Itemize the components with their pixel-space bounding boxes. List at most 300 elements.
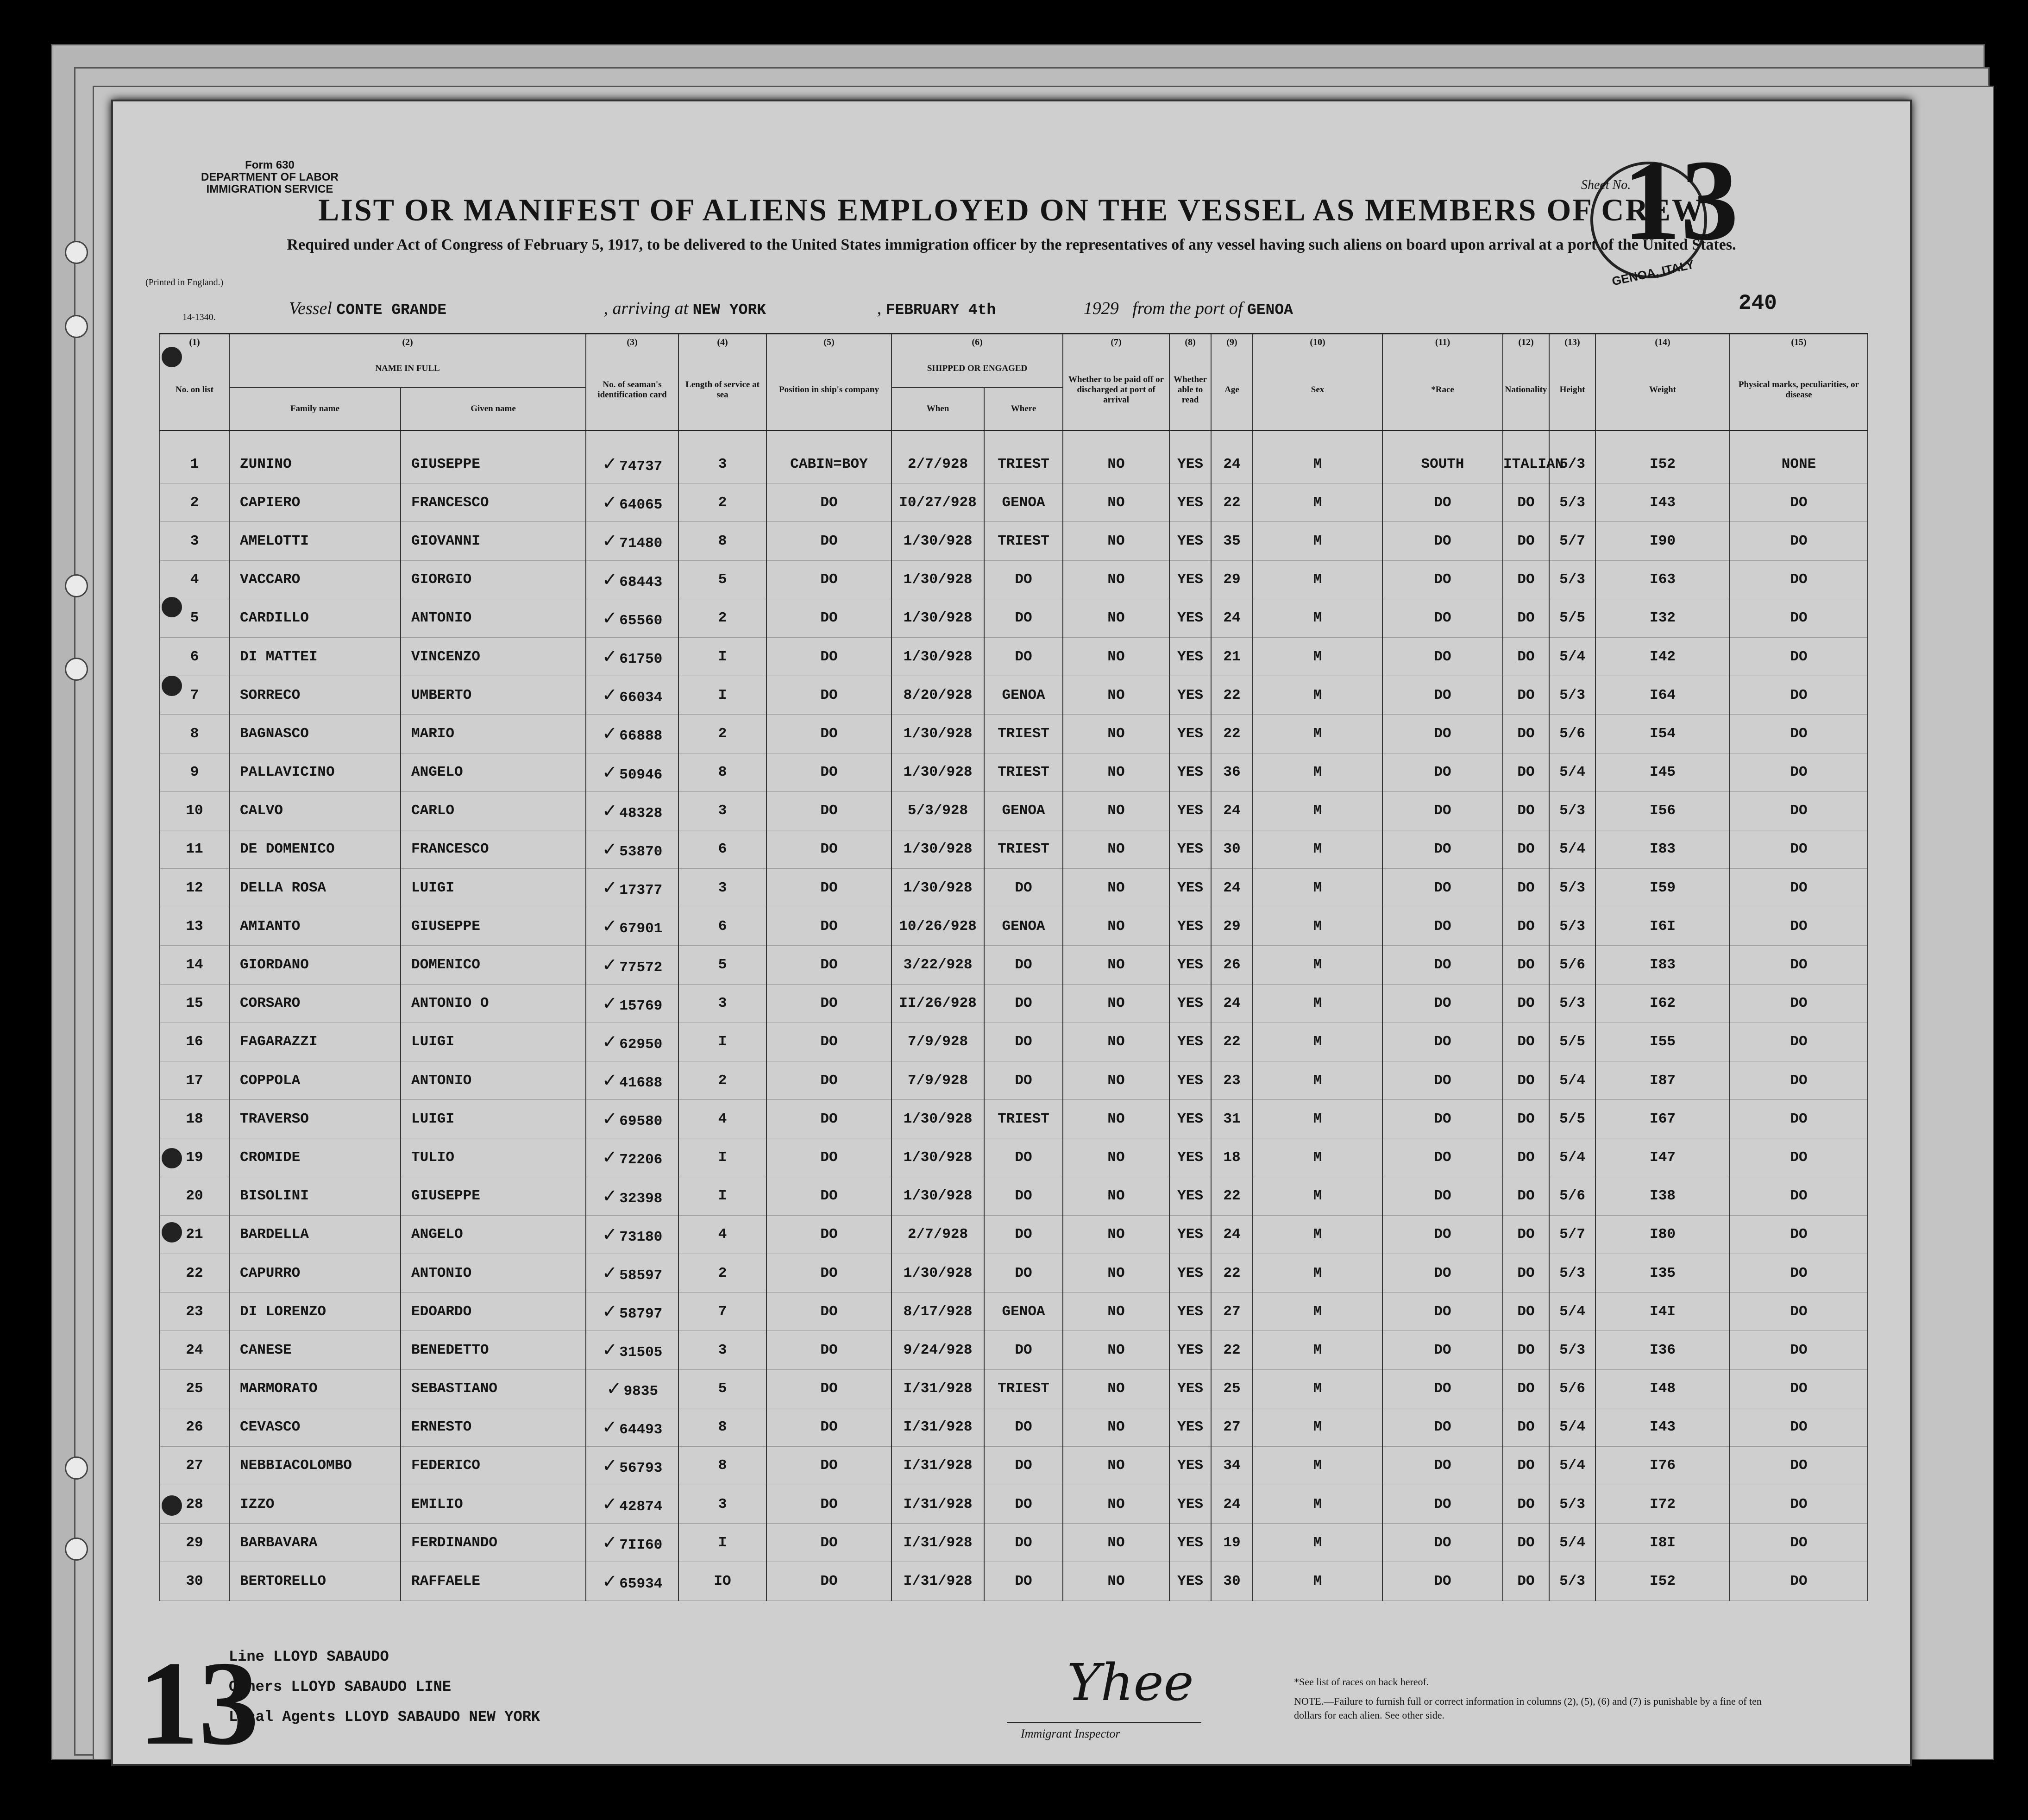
position: DO (766, 946, 892, 984)
card-number-value: 74737 (619, 458, 663, 475)
height: 5/3 (1549, 907, 1595, 946)
able-to-read: YES (1169, 431, 1211, 483)
age: 29 (1211, 907, 1253, 946)
position: DO (766, 1562, 892, 1600)
card-number (586, 984, 678, 1023)
sex: M (1253, 1138, 1382, 1177)
position: DO (766, 483, 892, 522)
paid-off: NO (1063, 1061, 1169, 1100)
header-family-name: Family name (229, 388, 401, 431)
physical-marks: DO (1730, 1177, 1868, 1215)
physical-marks: DO (1730, 1369, 1868, 1408)
given-name: RAFFAELE (401, 1562, 586, 1600)
position: DO (766, 1369, 892, 1408)
row-number: 7 (160, 676, 229, 715)
weight: I87 (1595, 1061, 1730, 1100)
weight: I45 (1595, 753, 1730, 791)
able-to-read: YES (1169, 1369, 1211, 1408)
card-number-value: 15769 (619, 998, 663, 1014)
shipped-when: 2/7/928 (892, 431, 984, 483)
sex: M (1253, 1023, 1382, 1061)
card-number-value: 32398 (619, 1190, 663, 1207)
age: 22 (1211, 483, 1253, 522)
service-length: I (678, 1023, 766, 1061)
manifest-page (111, 100, 1912, 1770)
family-name: CANESE (229, 1331, 401, 1369)
paid-off: NO (1063, 560, 1169, 599)
service-length: 3 (678, 1485, 766, 1524)
checkmark-icon: ✓ (602, 530, 618, 552)
nationality: DO (1503, 676, 1549, 715)
table-row (160, 1100, 1868, 1138)
weight: I83 (1595, 946, 1730, 984)
service-length: 5 (678, 1369, 766, 1408)
weight: I6I (1595, 907, 1730, 946)
weight: I72 (1595, 1485, 1730, 1524)
card-number (586, 1023, 678, 1061)
row-number: 29 (160, 1524, 229, 1562)
paid-off: NO (1063, 1485, 1169, 1524)
shipped-when: 9/24/928 (892, 1331, 984, 1369)
checkmark-icon: ✓ (602, 646, 618, 668)
sex: M (1253, 1446, 1382, 1485)
card-number (586, 830, 678, 868)
weight: I54 (1595, 715, 1730, 753)
col-num: (4) (678, 334, 766, 351)
race: DO (1382, 483, 1503, 522)
family-name: BARDELLA (229, 1215, 401, 1254)
header-weight: Weight (1595, 350, 1730, 431)
height: 5/3 (1549, 869, 1595, 907)
year-prefix: 19 (1083, 299, 1101, 318)
able-to-read: YES (1169, 1061, 1211, 1100)
height: 5/6 (1549, 1369, 1595, 1408)
height: 5/3 (1549, 1562, 1595, 1600)
header-marks: Physical marks, peculiarities, or disease (1730, 350, 1868, 431)
header-paid-off: Whether to be paid off or discharged at port of arrival (1063, 350, 1169, 431)
checkmark-icon: ✓ (602, 954, 618, 976)
paid-off: NO (1063, 907, 1169, 946)
card-number-value: 66034 (619, 690, 663, 706)
checkmark-icon: ✓ (602, 1532, 618, 1554)
race: DO (1382, 1100, 1503, 1138)
row-number: 19 (160, 1138, 229, 1177)
row-number: 24 (160, 1331, 229, 1369)
shipped-when: 1/30/928 (892, 753, 984, 791)
binder-hole (65, 315, 88, 338)
weight: I32 (1595, 599, 1730, 637)
height: 5/5 (1549, 1100, 1595, 1138)
row-number: 8 (160, 715, 229, 753)
nationality: ITALIAN (1503, 431, 1549, 483)
checkmark-icon: ✓ (602, 877, 618, 899)
shipped-when: I0/27/928 (892, 483, 984, 522)
given-name: LUIGI (401, 869, 586, 907)
arriving-label: , arriving at (603, 299, 689, 318)
physical-marks: DO (1730, 1446, 1868, 1485)
shipped-where: TRIEST (984, 1100, 1063, 1138)
age: 21 (1211, 637, 1253, 676)
sex: M (1253, 907, 1382, 946)
weight: I83 (1595, 830, 1730, 868)
checkmark-icon: ✓ (602, 684, 618, 706)
age: 35 (1211, 522, 1253, 560)
vessel-name: CONTE GRANDE (336, 301, 447, 319)
row-number: 6 (160, 637, 229, 676)
family-name: CROMIDE (229, 1138, 401, 1177)
shipped-where: TRIEST (984, 522, 1063, 560)
header-length: Length of service at sea (678, 350, 766, 431)
race: DO (1382, 1023, 1503, 1061)
able-to-read: YES (1169, 1138, 1211, 1177)
sex: M (1253, 1408, 1382, 1446)
able-to-read: YES (1169, 1293, 1211, 1331)
arrival-date: FEBRUARY 4th (885, 301, 996, 319)
race: DO (1382, 715, 1503, 753)
able-to-read: YES (1169, 907, 1211, 946)
card-number-value: 72206 (619, 1152, 663, 1168)
sex: M (1253, 1562, 1382, 1600)
card-number (586, 1369, 678, 1408)
checkmark-icon: ✓ (602, 1185, 618, 1207)
nationality: DO (1503, 984, 1549, 1023)
shipped-where: DO (984, 869, 1063, 907)
header-height: Height (1549, 350, 1595, 431)
able-to-read: YES (1169, 791, 1211, 830)
card-number (586, 1446, 678, 1485)
height: 5/5 (1549, 599, 1595, 637)
page-subtitle: Required under Act of Congress of February 5, 1917, to be delivered to the United States immigration officer by the representatives of any vessel having such aliens on board upon arrival at a port of the United States. (287, 236, 1736, 253)
physical-marks: DO (1730, 599, 1868, 637)
paid-off: NO (1063, 1369, 1169, 1408)
age: 22 (1211, 1254, 1253, 1292)
family-name: ZUNINO (229, 431, 401, 483)
physical-marks: DO (1730, 830, 1868, 868)
physical-marks: DO (1730, 791, 1868, 830)
table-row (160, 599, 1868, 637)
nationality: DO (1503, 830, 1549, 868)
position: DO (766, 1408, 892, 1446)
header-when: When (892, 388, 984, 431)
service-length: 5 (678, 560, 766, 599)
sex: M (1253, 753, 1382, 791)
sex: M (1253, 1215, 1382, 1254)
nationality: DO (1503, 1177, 1549, 1215)
given-name: EDOARDO (401, 1293, 586, 1331)
checkmark-icon: ✓ (602, 1416, 618, 1438)
agency-name: DEPARTMENT OF LABOR (201, 171, 339, 183)
table-row (160, 483, 1868, 522)
shipped-where: DO (984, 599, 1063, 637)
checkmark-icon: ✓ (602, 1262, 618, 1284)
family-name: AMELOTTI (229, 522, 401, 560)
binder-hole (65, 658, 88, 681)
given-name: FEDERICO (401, 1446, 586, 1485)
shipped-when: 1/30/928 (892, 1177, 984, 1215)
card-number (586, 1254, 678, 1292)
col-num: (14) (1595, 334, 1730, 351)
card-number-value: 50946 (619, 766, 663, 783)
height: 5/4 (1549, 1138, 1595, 1177)
given-name: SEBASTIANO (401, 1369, 586, 1408)
shipped-where: DO (984, 1524, 1063, 1562)
card-number (586, 1100, 678, 1138)
checkmark-icon: ✓ (606, 1378, 622, 1400)
sex: M (1253, 1331, 1382, 1369)
shipped-when: 3/22/928 (892, 946, 984, 984)
given-name: TULIO (401, 1138, 586, 1177)
physical-marks: NONE (1730, 431, 1868, 483)
row-number: 14 (160, 946, 229, 984)
able-to-read: YES (1169, 1215, 1211, 1254)
physical-marks: DO (1730, 984, 1868, 1023)
paid-off: NO (1063, 1100, 1169, 1138)
family-name: CAPIERO (229, 483, 401, 522)
shipped-where: TRIEST (984, 431, 1063, 483)
given-name: EMILIO (401, 1485, 586, 1524)
table-row (160, 753, 1868, 791)
card-number (586, 1562, 678, 1600)
sex: M (1253, 1485, 1382, 1524)
physical-marks: DO (1730, 1061, 1868, 1100)
table-row (160, 984, 1868, 1023)
position: DO (766, 1023, 892, 1061)
header-age: Age (1211, 350, 1253, 431)
table-row (160, 1254, 1868, 1292)
race: DO (1382, 1485, 1503, 1524)
penalty-note: NOTE.—Failure to furnish full or correct information in columns (2), (5), (6) and (7) is punishable by a fine of ten dollars for each alien. See other side. (1294, 1695, 1762, 1721)
physical-marks: DO (1730, 1100, 1868, 1138)
nationality: DO (1503, 483, 1549, 522)
race: DO (1382, 1408, 1503, 1446)
checkmark-icon: ✓ (602, 1339, 618, 1361)
card-number (586, 637, 678, 676)
checkmark-icon: ✓ (602, 723, 618, 745)
service-length: 2 (678, 1061, 766, 1100)
series-code: 14-1340. (182, 312, 216, 322)
able-to-read: YES (1169, 715, 1211, 753)
position: DO (766, 1215, 892, 1254)
shipped-where: TRIEST (984, 830, 1063, 868)
checkmark-icon: ✓ (602, 1455, 618, 1476)
shipped-when: 7/9/928 (892, 1023, 984, 1061)
nationality: DO (1503, 522, 1549, 560)
card-number-value: 61750 (619, 651, 663, 668)
header-shipped: SHIPPED OR ENGAGED (892, 350, 1063, 388)
row-number: 15 (160, 984, 229, 1023)
binder-hole (65, 1538, 88, 1561)
age: 22 (1211, 1023, 1253, 1061)
race: DO (1382, 522, 1503, 560)
shipped-when: I/31/928 (892, 1408, 984, 1446)
able-to-read: YES (1169, 1177, 1211, 1215)
service-length: 3 (678, 431, 766, 483)
age: 19 (1211, 1524, 1253, 1562)
given-name: DOMENICO (401, 946, 586, 984)
position: DO (766, 791, 892, 830)
header-card: No. of seaman's identification card (586, 350, 678, 431)
nationality: DO (1503, 1446, 1549, 1485)
table-row (160, 791, 1868, 830)
given-name: GIUSEPPE (401, 431, 586, 483)
card-number (586, 560, 678, 599)
row-number: 27 (160, 1446, 229, 1485)
row-number: 22 (160, 1254, 229, 1292)
card-number-value: 7II60 (619, 1537, 663, 1554)
card-number (586, 1293, 678, 1331)
family-name: BISOLINI (229, 1177, 401, 1215)
nationality: DO (1503, 791, 1549, 830)
service-length: 2 (678, 1254, 766, 1292)
paid-off: NO (1063, 1215, 1169, 1254)
sex: M (1253, 676, 1382, 715)
card-number-value: 56793 (619, 1460, 663, 1476)
physical-marks: DO (1730, 1254, 1868, 1292)
position: DO (766, 676, 892, 715)
shipped-when: 1/30/928 (892, 830, 984, 868)
table-row (160, 1177, 1868, 1215)
age: 24 (1211, 791, 1253, 830)
card-number (586, 1331, 678, 1369)
nationality: DO (1503, 869, 1549, 907)
physical-marks: DO (1730, 522, 1868, 560)
row-number: 25 (160, 1369, 229, 1408)
race: DO (1382, 1446, 1503, 1485)
paid-off: NO (1063, 791, 1169, 830)
card-number (586, 1408, 678, 1446)
paid-off: NO (1063, 1446, 1169, 1485)
position: DO (766, 599, 892, 637)
paid-off: NO (1063, 1331, 1169, 1369)
family-name: FAGARAZZI (229, 1023, 401, 1061)
col-num: (9) (1211, 334, 1253, 351)
height: 5/6 (1549, 946, 1595, 984)
table-row (160, 1369, 1868, 1408)
row-number: 26 (160, 1408, 229, 1446)
paid-off: NO (1063, 599, 1169, 637)
family-name: BERTORELLO (229, 1562, 401, 1600)
shipped-where: DO (984, 1331, 1063, 1369)
age: 24 (1211, 1485, 1253, 1524)
shipped-when: I/31/928 (892, 1524, 984, 1562)
family-name: BAGNASCO (229, 715, 401, 753)
able-to-read: YES (1169, 830, 1211, 868)
able-to-read: YES (1169, 1023, 1211, 1061)
table-row (160, 869, 1868, 907)
checkmark-icon: ✓ (602, 1108, 618, 1130)
weight: I63 (1595, 560, 1730, 599)
row-number: 2 (160, 483, 229, 522)
col-num: (10) (1253, 334, 1382, 351)
weight: I52 (1595, 1562, 1730, 1600)
able-to-read: YES (1169, 1562, 1211, 1600)
height: 5/4 (1549, 753, 1595, 791)
inspector-label: Immigrant Inspector (1021, 1727, 1120, 1740)
physical-marks: DO (1730, 1293, 1868, 1331)
card-number-value: 67901 (619, 921, 663, 937)
nationality: DO (1503, 1293, 1549, 1331)
position: DO (766, 830, 892, 868)
nationality: DO (1503, 753, 1549, 791)
able-to-read: YES (1169, 1254, 1211, 1292)
position: DO (766, 1293, 892, 1331)
age: 22 (1211, 1331, 1253, 1369)
given-name: ANTONIO O (401, 984, 586, 1023)
card-number (586, 599, 678, 637)
race: DO (1382, 1562, 1503, 1600)
form-header (201, 159, 339, 195)
age: 36 (1211, 753, 1253, 791)
service-length: I (678, 1177, 766, 1215)
race: DO (1382, 1293, 1503, 1331)
shipped-where: DO (984, 1446, 1063, 1485)
service-length: IO (678, 1562, 766, 1600)
paid-off: NO (1063, 1408, 1169, 1446)
physical-marks: DO (1730, 637, 1868, 676)
card-number-value: 64493 (619, 1421, 663, 1438)
card-number (586, 676, 678, 715)
race: DO (1382, 1331, 1503, 1369)
row-number: 23 (160, 1293, 229, 1331)
position: DO (766, 637, 892, 676)
able-to-read: YES (1169, 946, 1211, 984)
checkmark-icon: ✓ (602, 1224, 618, 1245)
row-number: 20 (160, 1177, 229, 1215)
card-number-value: 41688 (619, 1075, 663, 1092)
checkmark-icon: ✓ (602, 1494, 618, 1515)
local-agents: Local Agents LLOYD SABAUDO NEW YORK (229, 1708, 540, 1726)
age: 26 (1211, 946, 1253, 984)
row-number: 28 (160, 1485, 229, 1524)
physical-marks: DO (1730, 560, 1868, 599)
given-name: LUIGI (401, 1100, 586, 1138)
card-number (586, 946, 678, 984)
age: 31 (1211, 1100, 1253, 1138)
family-name: CALVO (229, 791, 401, 830)
shipped-where: GENOA (984, 1293, 1063, 1331)
table-row (160, 1293, 1868, 1331)
service-length: 5 (678, 946, 766, 984)
shipped-where: GENOA (984, 791, 1063, 830)
card-number (586, 1061, 678, 1100)
nationality: DO (1503, 637, 1549, 676)
col-num: (13) (1549, 334, 1595, 351)
race: DO (1382, 637, 1503, 676)
checkmark-icon: ✓ (602, 1147, 618, 1168)
binder-hole (65, 1456, 88, 1480)
race: DO (1382, 830, 1503, 868)
table-row (160, 830, 1868, 868)
shipped-where: DO (984, 1562, 1063, 1600)
able-to-read: YES (1169, 1331, 1211, 1369)
shipped-when: II/26/928 (892, 984, 984, 1023)
from-label: from the port of (1132, 299, 1243, 318)
service-length: 8 (678, 753, 766, 791)
vessel-label: Vessel (289, 299, 332, 318)
col-num: (7) (1063, 334, 1169, 351)
row-number: 4 (160, 560, 229, 599)
shipped-when: 1/30/928 (892, 1254, 984, 1292)
age: 23 (1211, 1061, 1253, 1100)
age: 24 (1211, 1215, 1253, 1254)
position: DO (766, 1177, 892, 1215)
height: 5/4 (1549, 1408, 1595, 1446)
paid-off: NO (1063, 984, 1169, 1023)
given-name: UMBERTO (401, 676, 586, 715)
sex: M (1253, 599, 1382, 637)
col-num: (15) (1730, 334, 1868, 351)
shipped-where: DO (984, 1408, 1063, 1446)
